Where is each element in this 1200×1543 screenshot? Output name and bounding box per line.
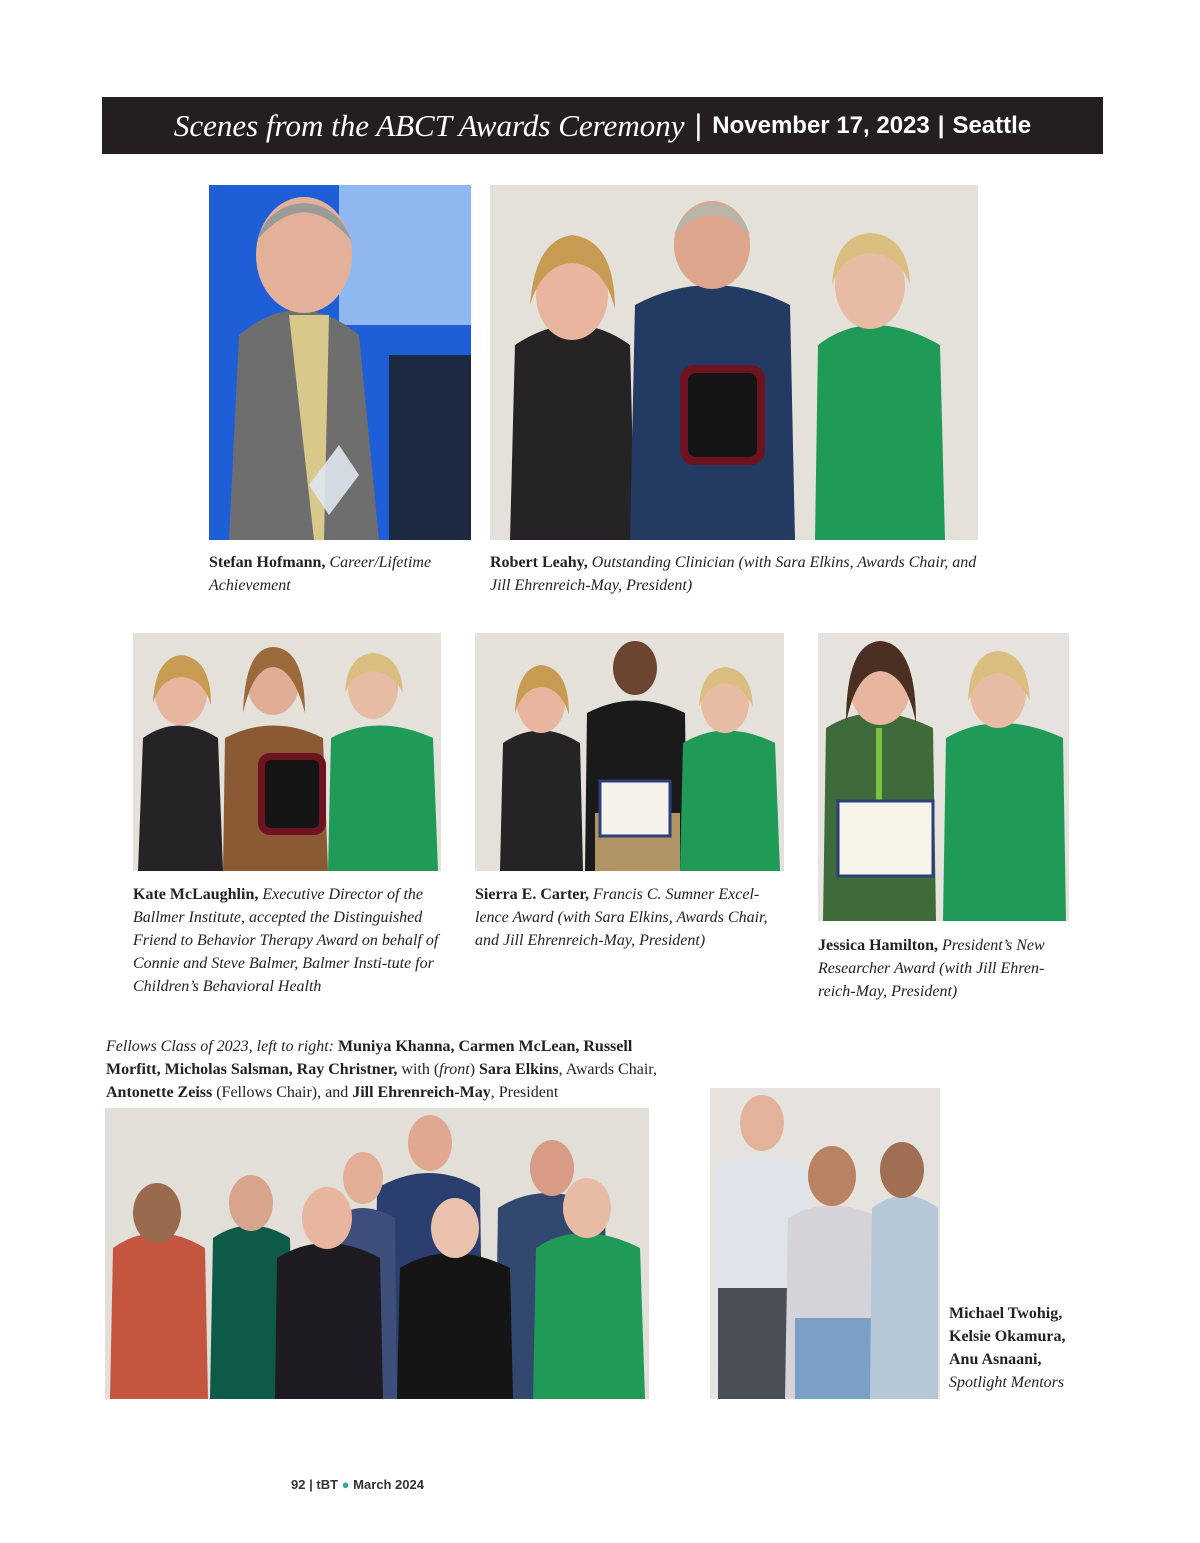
- fellows-with: with (: [401, 1061, 440, 1078]
- photo-hofmann: [209, 185, 471, 540]
- caption-mentors: [949, 1302, 1084, 1394]
- fellows-zeiss: Antonette Zeiss: [106, 1084, 213, 1101]
- fellows-names: Muniya Khanna, Carmen McLean, Russell Morfitt, Micholas Salsman, Ray Christner,: [106, 1038, 633, 1078]
- photo-leahy: [490, 185, 978, 540]
- fellows-zeiss-role: (Fellows Chair), and: [212, 1084, 349, 1101]
- caption-mclaughlin: [133, 883, 448, 998]
- banner-separator-2: |: [937, 111, 945, 139]
- photo-hamilton: [818, 633, 1069, 921]
- caption-name: Kate McLaughlin,: [133, 886, 259, 903]
- page-number: 92: [291, 1477, 306, 1492]
- caption-name: Robert Leahy,: [490, 554, 588, 571]
- caption-award: Francis C. Sumner Excel-lence Award (with Sara Elkins, Awards Chair, and Jill Ehrenreich-May, President): [475, 886, 768, 949]
- photo-mclaughlin: [133, 633, 441, 871]
- caption-name: Stefan Hofmann,: [209, 554, 326, 571]
- issue-date: March 2024: [353, 1477, 424, 1492]
- banner-location: Seattle: [952, 111, 1032, 139]
- caption-leahy: [490, 551, 985, 597]
- fellows-close: ): [469, 1061, 476, 1078]
- mentors-names: Michael Twohig, Kelsie Okamura, Anu Asnaani,: [949, 1305, 1066, 1368]
- banner-separator: |: [694, 108, 703, 142]
- fellows-ehrenreich-role: , President: [490, 1084, 559, 1101]
- photo-mentors: [710, 1088, 940, 1399]
- header-banner: [102, 97, 1103, 154]
- page-footer: [291, 1477, 424, 1492]
- caption-name: Jessica Hamilton,: [818, 937, 938, 954]
- bullet-icon: ●: [341, 1477, 350, 1492]
- photo-carter: [475, 633, 784, 871]
- footer-separator: |: [309, 1477, 313, 1492]
- publication-name: tBT: [316, 1477, 339, 1492]
- caption-name: Sierra E. Carter,: [475, 886, 590, 903]
- fellows-front: front: [439, 1061, 470, 1078]
- caption-fellows: [106, 1035, 661, 1104]
- banner-title: Scenes from the ABCT Awards Ceremony: [173, 107, 685, 143]
- caption-award: President’s New Researcher Award (with Jill Ehren-reich-May, President): [818, 937, 1045, 1000]
- caption-award: Executive Director of the Ballmer Institute, accepted the Distinguished Friend to Behavior Therapy Award on behalf of Connie and Steve Balmer, Balmer Insti-tute for Children’s Behavioral Health: [133, 886, 439, 995]
- caption-carter: [475, 883, 780, 952]
- mentors-role: Spotlight Mentors: [949, 1374, 1065, 1391]
- banner-date: November 17, 2023: [712, 111, 930, 139]
- caption-award: Outstanding Clinician (with Sara Elkins, Awards Chair, and Jill Ehrenreich-May, President): [490, 554, 977, 594]
- fellows-elkins-role: , Awards Chair,: [558, 1061, 657, 1078]
- fellows-ehrenreich: Jill Ehrenreich-May: [352, 1084, 491, 1101]
- fellows-intro: Fellows Class of 2023, left to right:: [106, 1038, 335, 1055]
- caption-hamilton: [818, 934, 1073, 1003]
- caption-award: Career/Lifetime Achievement: [209, 554, 432, 594]
- photo-fellows: [105, 1108, 649, 1399]
- caption-hofmann: [209, 551, 471, 597]
- fellows-elkins: Sara Elkins: [479, 1061, 559, 1078]
